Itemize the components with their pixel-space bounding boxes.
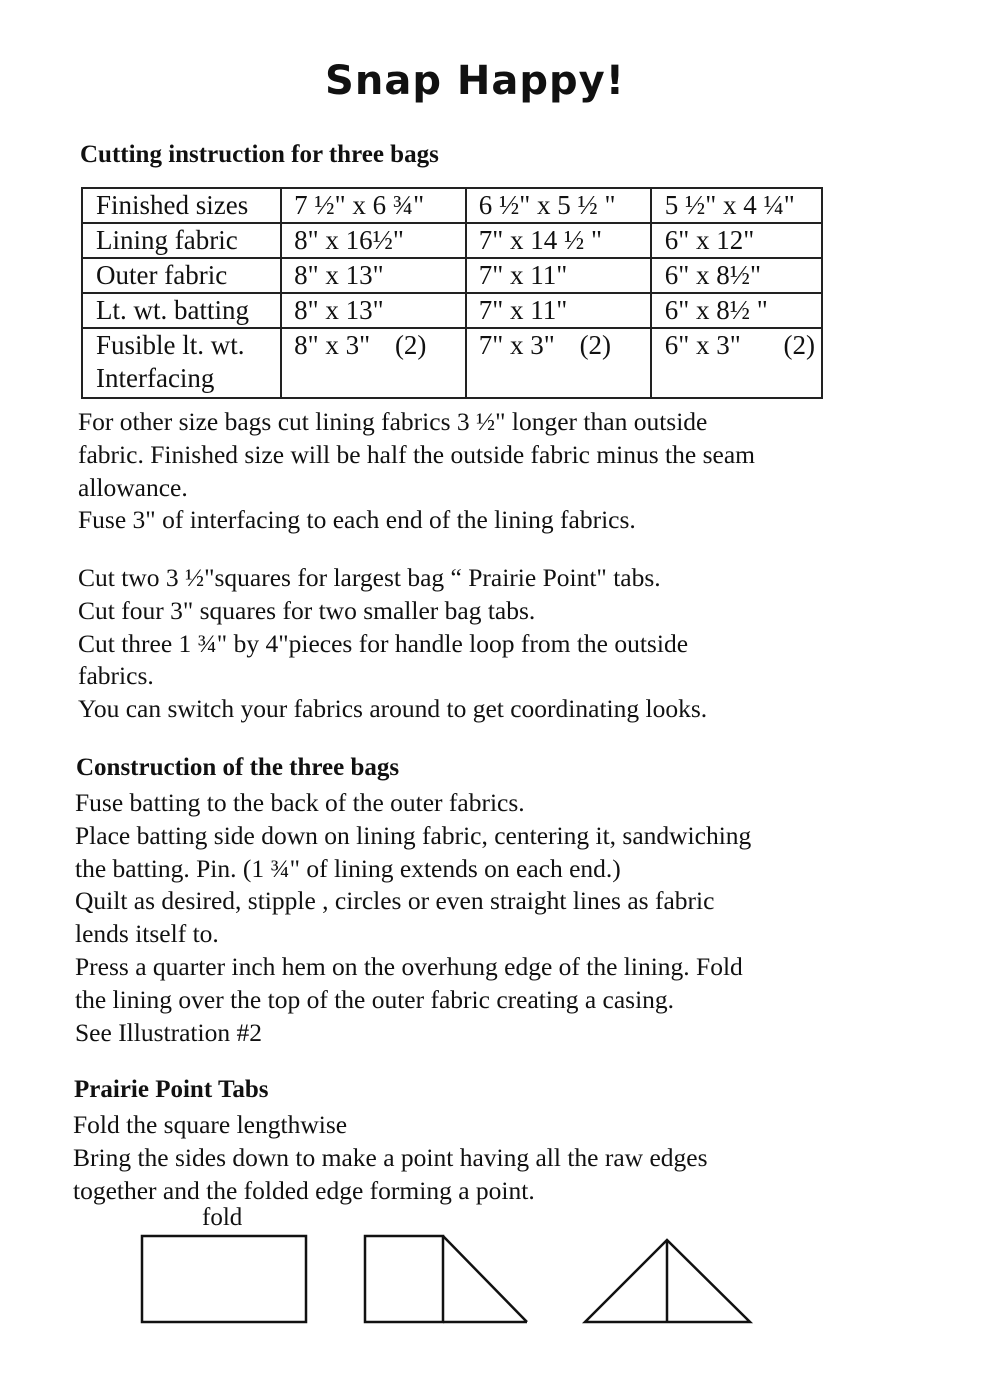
construction-steps xyxy=(75,787,835,1049)
row-label: Finished sizes xyxy=(82,188,281,223)
prairie-heading: Prairie Point Tabs xyxy=(74,1076,269,1103)
text-line: fabrics. xyxy=(78,661,154,691)
size-large: 7 ½" x 6 ¾" xyxy=(281,188,466,223)
size-small xyxy=(651,328,822,398)
size-large: 8" x 13" xyxy=(281,258,466,293)
text-line: Fuse batting to the back of the outer fabrics. xyxy=(75,788,525,817)
sides-folded-shape xyxy=(365,1236,527,1322)
text-line: You can switch your fabrics around to get coordinating looks. xyxy=(78,694,708,724)
page-title: Snap Happy! xyxy=(325,58,625,104)
size-large: 8" x 16½" xyxy=(281,223,466,258)
text-line: Cut four 3" squares for two smaller bag tabs. xyxy=(78,595,536,625)
row-label: Outer fabric xyxy=(82,258,281,293)
text-line: the batting. Pin. (1 ¾" of lining extends on each end.) xyxy=(75,853,621,883)
table-row xyxy=(82,293,822,328)
size-value: 6" x 3" xyxy=(664,330,741,360)
size-large xyxy=(281,328,466,398)
row-label xyxy=(82,328,281,398)
size-large: 8" x 13" xyxy=(281,293,466,328)
size-value: 8" x 3" xyxy=(294,330,371,360)
size-medium: 6 ½" x 5 ½ " xyxy=(466,188,651,223)
text-line: together and the folded edge forming a point. xyxy=(73,1175,535,1205)
row-label-line2: Interfacing xyxy=(96,363,215,393)
text-line: allowance. xyxy=(78,472,188,502)
row-label: Lining fabric xyxy=(82,223,281,258)
size-medium xyxy=(466,328,651,398)
text-line: fabric. Finished size will be half the outside fabric minus the seam xyxy=(78,439,755,469)
table-row xyxy=(82,223,822,258)
text-line: Fuse 3" of interfacing to each end of the lining fabrics. xyxy=(78,505,636,535)
text-line: See Illustration #2 xyxy=(75,1017,262,1047)
size-value: 7" x 3" xyxy=(478,330,555,360)
size-small: 5 ½" x 4 ¼" xyxy=(651,188,822,223)
table-row xyxy=(82,188,822,223)
text-line: lends itself to. xyxy=(75,919,219,949)
square-folded-rect xyxy=(142,1236,306,1322)
prairie-point-triangle xyxy=(585,1240,750,1322)
text-line: For other size bags cut lining fabrics 3 ½" longer than outside xyxy=(78,407,708,436)
text-line: Quilt as desired, stipple , circles or even straight lines as fabric xyxy=(75,886,715,916)
size-notes xyxy=(78,406,838,537)
size-medium: 7" x 11" xyxy=(466,258,651,293)
row-label: Lt. wt. batting xyxy=(82,293,281,328)
construction-heading: Construction of the three bags xyxy=(76,754,400,781)
table-row xyxy=(82,328,822,398)
quantity: (2) xyxy=(579,330,612,360)
folding-diagram xyxy=(0,1225,1000,1335)
quantity: (2) xyxy=(394,330,427,360)
text-line: Press a quarter inch hem on the overhung edge of the lining. Fold xyxy=(75,951,743,981)
text-line: the lining over the top of the outer fabric creating a casing. xyxy=(75,984,675,1014)
cutting-table xyxy=(81,187,823,399)
row-label-line1: Fusible lt. wt. xyxy=(96,330,245,360)
tab-notes xyxy=(78,562,838,726)
size-small: 6" x 8½" xyxy=(651,258,822,293)
text-line: Fold the square lengthwise xyxy=(73,1110,348,1139)
text-line: Cut two 3 ½"squares for largest bag “ Prairie Point" tabs. xyxy=(78,563,661,592)
text-line: Place batting side down on lining fabric, centering it, sandwiching xyxy=(75,820,752,850)
quantity: (2) xyxy=(783,330,815,360)
table-row xyxy=(82,258,822,293)
size-medium: 7" x 11" xyxy=(466,293,651,328)
fold-label: fold xyxy=(202,1204,243,1231)
size-small: 6" x 8½ " xyxy=(651,293,822,328)
text-line: Bring the sides down to make a point having all the raw edges xyxy=(73,1142,708,1172)
text-line: Cut three 1 ¾" by 4"pieces for handle loop from the outside xyxy=(78,628,689,658)
cutting-heading: Cutting instruction for three bags xyxy=(80,141,439,168)
size-medium: 7" x 14 ½ " xyxy=(466,223,651,258)
size-small: 6" x 12" xyxy=(651,223,822,258)
prairie-steps xyxy=(73,1109,833,1207)
